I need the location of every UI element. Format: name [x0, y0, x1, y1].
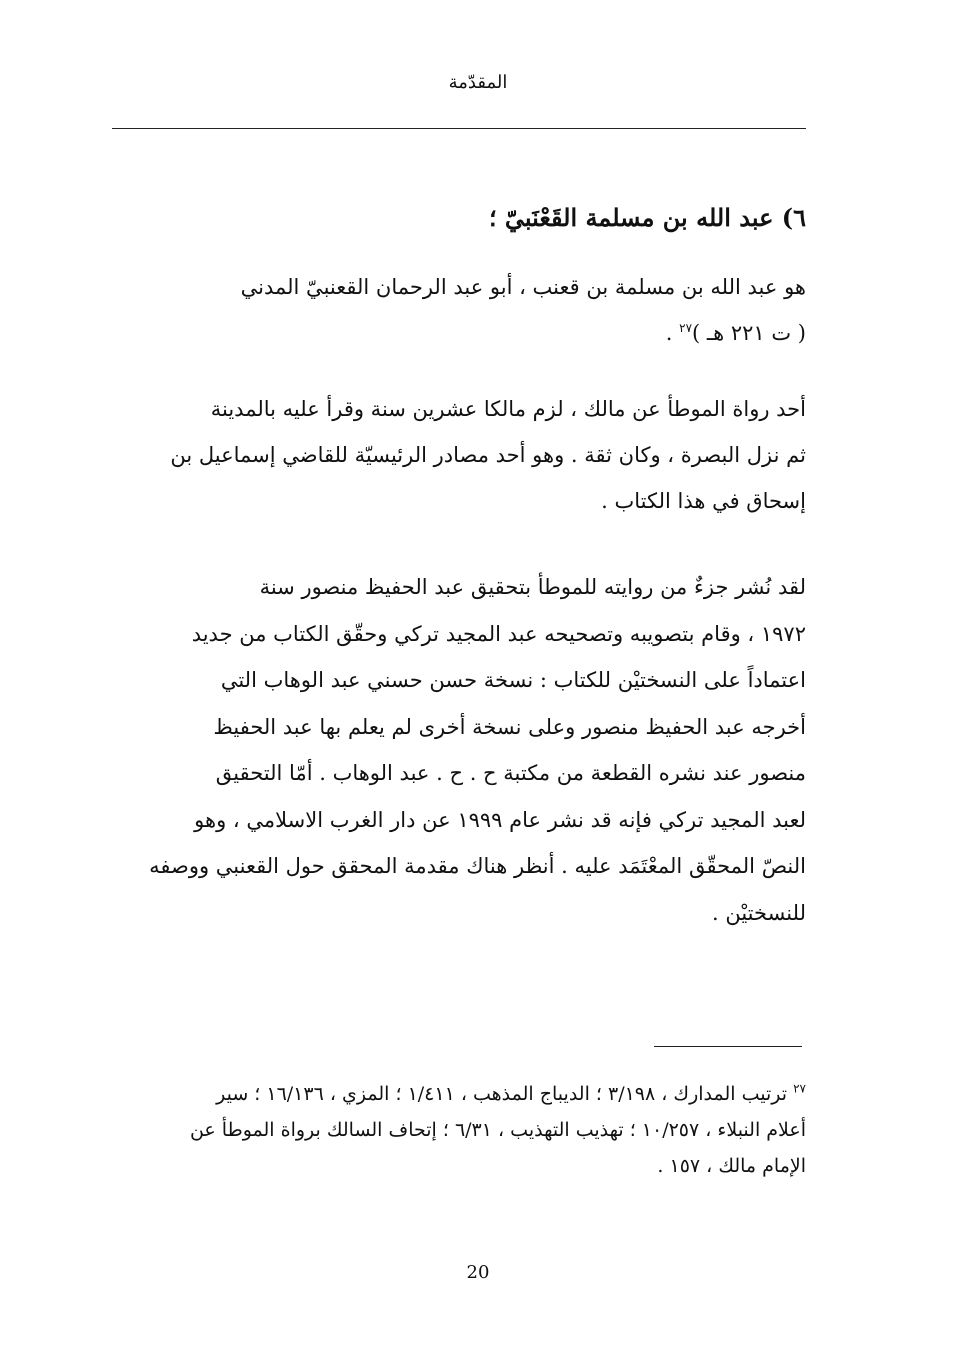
footnote — [106, 1076, 806, 1184]
page-number: 20 — [466, 1262, 490, 1283]
footnote-separator — [654, 1046, 802, 1047]
paragraph-line: النصّ المحقّق المعْتَمَد عليه . أنظر هناك مقدمة المحقق حول القعنبي ووصفه — [149, 854, 806, 878]
header-rule — [112, 128, 806, 129]
paragraph-line: إسحاق في هذا الكتاب . — [601, 489, 806, 513]
footnote-marker: ٢٧ — [793, 1081, 806, 1096]
footnote-line: الإمام مالك ، ١٥٧ . — [657, 1155, 806, 1177]
footnote-line — [106, 1076, 806, 1112]
paragraph-line-text: ( ت ٢٢١ هـ ) — [692, 321, 806, 345]
paragraph-narrator — [106, 386, 806, 524]
paragraph-line: لعبد المجيد تركي فإنه قد نشر عام ١٩٩٩ عن دار الغرب الاسلامي ، وهو — [194, 807, 806, 832]
sentence-end: . — [665, 321, 673, 345]
footnote-text: ترتيب المدارك ، ٣/١٩٨ ؛ الديباج المذهب ، ١/٤١١ ؛ المزي ، ١٦/١٣٦ ؛ سير — [216, 1083, 788, 1105]
footnote-line: أعلام النبلاء ، ١٠/٢٥٧ ؛ تهذيب التهذيب ، ٦/٣١ ؛ إتحاف السالك برواة الموطأ عن — [189, 1119, 806, 1141]
section-heading: ٦) عبد الله بن مسلمة القَعْنَبيّ ؛ — [488, 203, 806, 232]
paragraph-line: لقد نُشر جزءٌ من روايته للموطأ بتحقيق عبد الحفيظ منصور سنة — [259, 575, 806, 599]
paragraph-line: ثم نزل البصرة ، وكان ثقة . وهو أحد مصادر الرئيسيّة للقاضي إسماعيل بن — [170, 443, 806, 467]
paragraph-line: ١٩٧٢ ، وقام بتصويبه وتصحيحه عبد المجيد تركي وحقّق الكتاب من جديد — [191, 621, 806, 646]
paragraph-line-with-note — [106, 310, 806, 356]
paragraph-line: اعتماداً على النسختيْن للكتاب : نسخة حسن حسني عبد الوهاب التي — [220, 668, 806, 692]
paragraph-line: منصور عند نشره القطعة من مكتبة ح . ح . عبد الوهاب . أمّا التحقيق — [215, 761, 806, 785]
paragraph-edition — [106, 564, 806, 936]
paragraph-line: أخرجه عبد الحفيظ منصور وعلى نسخة أخرى لم يعلم بها عبد الحفيظ — [213, 714, 806, 739]
paragraph-biography — [106, 264, 806, 356]
paragraph-line: للنسختيْن . — [712, 900, 806, 925]
paragraph-line: أحد رواة الموطأ عن مالك ، لزم مالكا عشرين سنة وقرأ عليه بالمدينة — [210, 397, 806, 421]
footnote-reference[interactable]: ٢٧ — [679, 321, 693, 335]
paragraph-line: هو عبد الله بن مسلمة بن قعنب ، أبو عبد الرحمان القعنبيّ المدني — [240, 275, 806, 299]
running-head: المقدّمة — [448, 72, 508, 93]
